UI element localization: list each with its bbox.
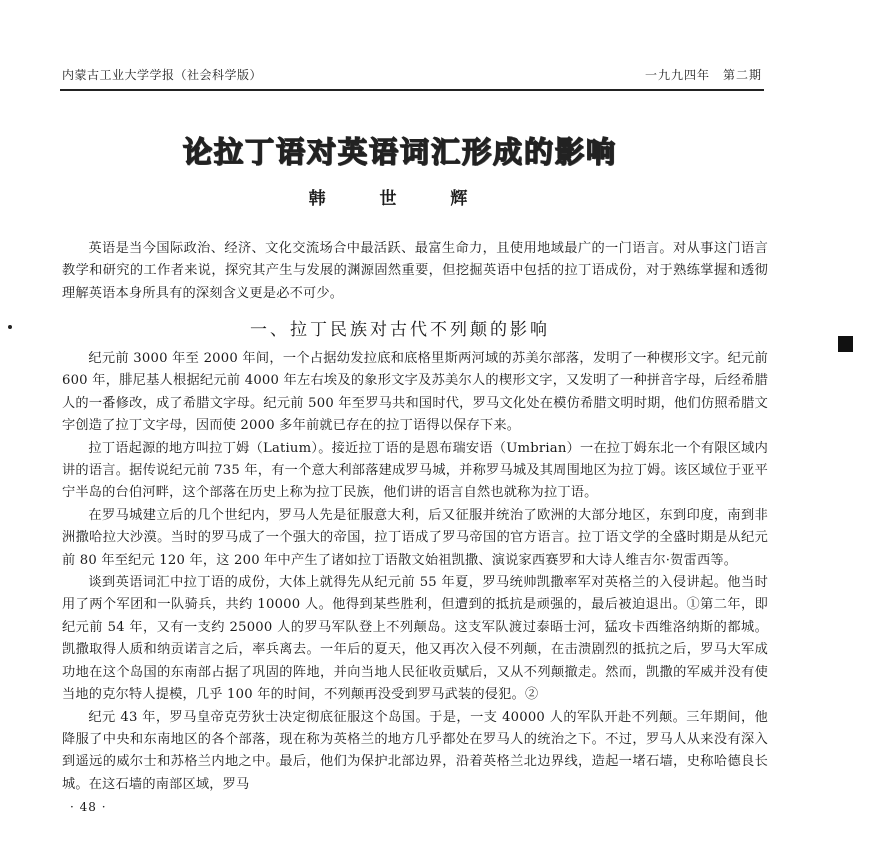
body-paragraph: 纪元 43 年，罗马皇帝克劳狄士决定彻底征服这个岛国。于是，一支 40000 人的军队开赴不列颠。三年期间，他降服了中央和东南地区的各个部落，现在称为英格兰的地方几乎都处在罗马人的统治之下。不过，罗马人从来没有深入到遥远的威尔士和苏格兰内地之中。最后，他们为保护北部边界，沿着英格兰北边界线，造起一堵石墙，史称哈德良长城。在这石墙的南部区域，罗马: [62, 709, 768, 792]
margin-mark: [838, 336, 853, 352]
body-paragraph: 谈到英语词汇中拉丁语的成份，大体上就得先从纪元前 55 年夏，罗马统帅凯撒率军对英格兰的入侵讲起。他当时用了两个军团和一队骑兵，共约 10000 人。他得到某些胜利，但遭到的抵抗是顽强的，最后被迫退出。①第二年，即纪元前 54 年，又有一支约 25000 人的罗马军队登上不列颠岛。这支军队渡过泰晤士河，猛攻卡西维洛纳斯的都城。凯撒取得人质和纳贡诺言之后，率兵离去。一年后的夏天，他又再次入侵不列颠，在击溃剧烈的抵抗之后，罗马大军成功地在这个岛国的东南部占据了巩固的阵地，并向当地人民征收贡赋后，又从不列颠撤走。然而，凯撒的军威并没有使当地的克尔特人提模，几乎 100 年的时间，不列颠再没受到罗马武装的侵犯。②: [62, 575, 768, 703]
article-title: 论拉丁语对英语词汇形成的影响: [182, 135, 617, 169]
body-paragraph: 纪元前 3000 年至 2000 年间，一个占据幼发拉底和底格里斯两河域的苏美尔部落，发明了一种楔形文字。纪元前 600 年，腓尼基人根据纪元前 4000 年左右埃及的象形文字及苏美尔人的楔形文字，又发明了一种拼音字母，后经希腊人的一番修改，成了希腊文字母。纪元前 500 年至罗马共和国时代，罗马文化处在模仿希腊文明时期，他们仿照希腊文字创造了拉丁文字母，因而使 2000 多年前就已存在的拉丁语得以保存下来。: [62, 351, 768, 434]
issue-info: 一九九四年 第二期: [644, 68, 762, 82]
section-heading: 一、拉丁民族对古代不列颠的影响: [250, 320, 550, 340]
body-paragraph: 拉丁语起源的地方叫拉丁姆（Latium）。接近拉丁语的是恩布瑞安语（Umbrian）一在拉丁姆东北一个有限区域内讲的语言。据传说纪元前 735 年，有一个意大利部落建成罗马城，并称罗马城及其周围地区为拉丁姆。该区域位于亚平宁半岛的台伯河畔，这个部落在历史上称为拉丁民族，他们讲的语言自然也就称为拉丁语。: [62, 440, 768, 501]
section-body: [62, 348, 768, 796]
scan-speck: [8, 325, 12, 329]
header-rule: [60, 89, 764, 91]
journal-name: 内蒙古工业大学学报（社会科学版）: [62, 68, 263, 82]
page-number: · 48 ·: [70, 800, 107, 814]
abstract-text: 英语是当今国际政治、经济、文化交流场合中最活跃、最富生命力，且使用地域最广的一门语言。对从事这门语言教学和研究的工作者来说，探究其产生与发展的渊源固然重要，但挖掘英语中包括的拉丁语成份，对于熟练掌握和透彻理解英语本身所具有的深刻含义更是必不可少。: [62, 241, 768, 301]
body-paragraph: 在罗马城建立后的几个世纪内，罗马人先是征服意大利，后又征服并统治了欧洲的大部分地区，东到印度，南到非洲撒哈拉大沙漠。当时的罗马成了一个强大的帝国，拉丁语成了罗马帝国的官方语言。拉丁语文学的全盛时期是从纪元前 80 年至纪元 120 年，这 200 年中产生了诸如拉丁语散文始祖凯撒、演说家西赛罗和大诗人维吉尔·贺雷西等。: [62, 507, 768, 568]
running-header: [62, 66, 762, 84]
author-name: 韩 世 辉: [308, 189, 492, 209]
abstract-paragraph: [62, 238, 768, 305]
